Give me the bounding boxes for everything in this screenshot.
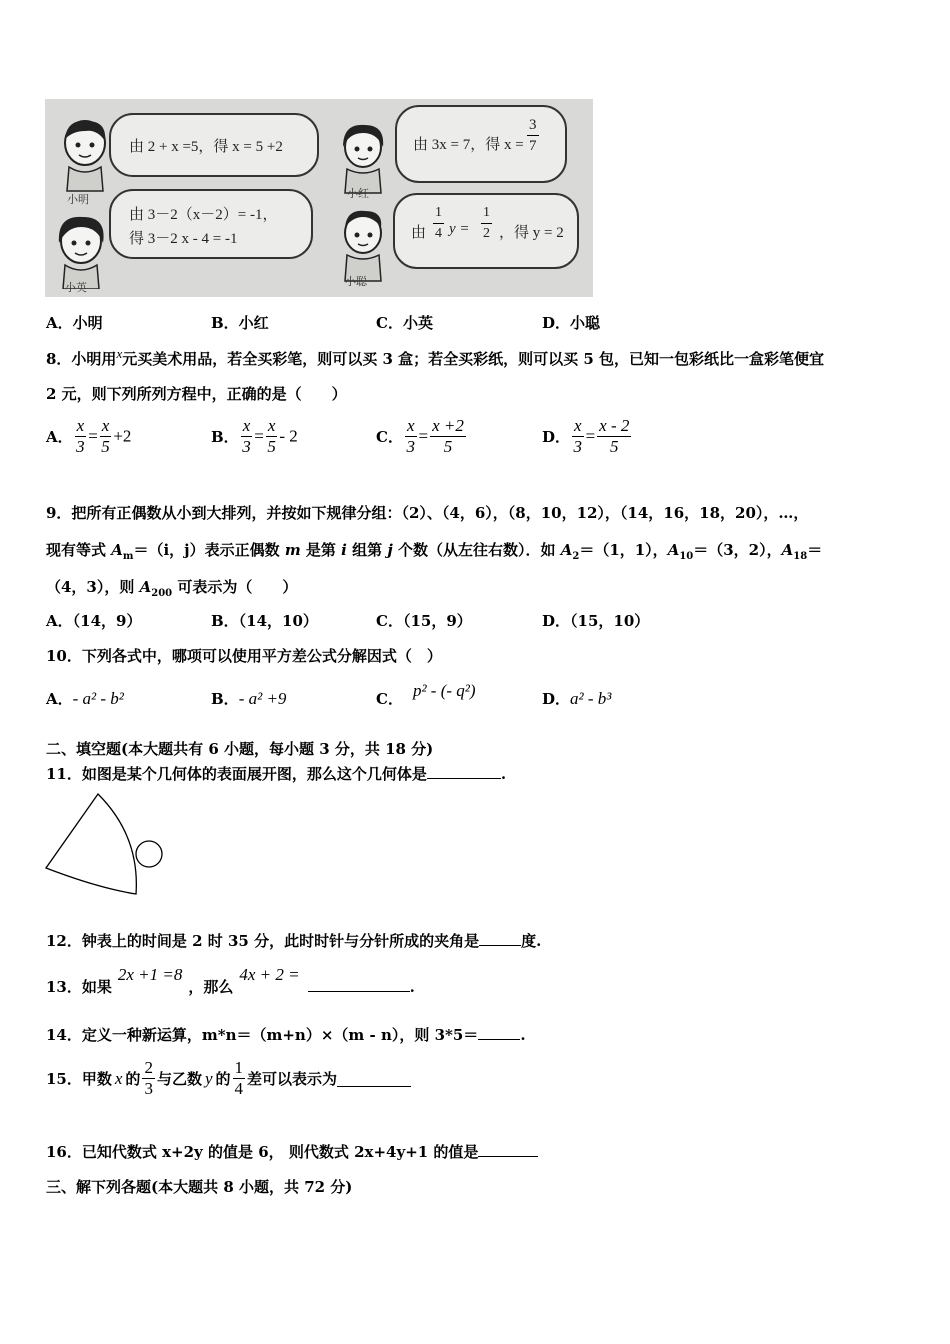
q15-fraction-2: [233, 1058, 246, 1099]
xiaohong-bubble: [395, 105, 567, 183]
q9-l2-s18: 18: [793, 551, 808, 562]
q8-c-left-num: x: [406, 416, 415, 435]
q15-stem: [46, 1058, 411, 1099]
q8-option-c-label: C．: [376, 428, 403, 446]
q9-l3-A: A: [139, 578, 152, 596]
q8-b-eq: =: [254, 426, 264, 446]
section-3-heading: 三、解下列各题(本大题共 8 小题，共 72 分): [46, 1178, 353, 1196]
q9-l2-h: ＝: [807, 541, 823, 559]
q14-answer-blank[interactable]: [478, 1039, 520, 1040]
q8-a-right-den: 5: [101, 437, 110, 456]
q9-l2-d: 组第: [346, 541, 388, 559]
q15-pre: 15．甲数: [46, 1070, 112, 1088]
q8-a-left-den: 3: [76, 437, 85, 456]
q15-n1: 2: [144, 1058, 153, 1077]
q12-post: 度.: [521, 932, 542, 950]
q10-option-d[interactable]: [542, 688, 611, 709]
q9-l2-mvar: m: [284, 541, 301, 559]
xiaocong-fraction-1-denominator: 4: [435, 226, 442, 241]
q8-b-left-den: 3: [242, 437, 251, 456]
q7-option-c[interactable]: C．小英: [376, 314, 433, 332]
xiaohong-figure-icon: [337, 117, 393, 195]
xiaocong-mid: y =: [449, 221, 470, 237]
q9-stem-line3: [46, 576, 297, 599]
q8-d-left-fraction: [572, 416, 584, 457]
q8-option-a-label: A．: [46, 428, 73, 446]
q9-l2-j: j: [387, 541, 393, 559]
q10-option-d-label: D．: [542, 690, 571, 708]
q15-fraction-1: [142, 1058, 155, 1099]
xiaohong-fraction-numerator: 3: [527, 115, 539, 136]
q8-d-eq: =: [585, 426, 596, 446]
xiaoming-figure-icon: [57, 113, 117, 193]
xiaocong-fraction-1: [433, 203, 444, 244]
q9-stem-line1: 9．把所有正偶数从小到大排列，并按如下规律分组：（2）、（4，6），（8，10，12），（14，16，18，20），…，: [46, 504, 809, 522]
xiaoying-figure-icon: [53, 209, 113, 289]
q9-l2-c: 是第: [300, 541, 342, 559]
q9-l2-Am: A: [111, 541, 123, 559]
q10-option-b[interactable]: [211, 688, 286, 709]
q15-answer-blank[interactable]: [337, 1070, 411, 1087]
xiaocong-fraction-1-numerator: 1: [433, 203, 444, 224]
q11-stem: [46, 763, 506, 784]
q9-l3-b: 可表示为（ ）: [172, 578, 298, 596]
xiaohong-fraction: [527, 115, 539, 156]
q8-c-right-num: x +2: [432, 416, 464, 435]
q8-option-d-label: D．: [542, 428, 571, 446]
q8-a-left-num: x: [76, 416, 85, 435]
q13-pre: 13．如果: [46, 978, 112, 996]
q9-l2-g: ＝（3，2），: [693, 541, 782, 559]
q8-option-a[interactable]: [46, 416, 131, 457]
q8-c-left-fraction: [405, 416, 417, 457]
q10-option-c-label: C．: [376, 690, 403, 708]
q8-d-right-den: 5: [610, 437, 619, 456]
q13-mid: ，那么: [188, 978, 234, 996]
q9-l2-i: i: [341, 541, 347, 559]
q9-option-d[interactable]: D．（15，10）: [542, 612, 650, 630]
q8-b-tail: - 2: [279, 426, 298, 446]
q9-l2-a: 现有等式: [46, 541, 112, 559]
q10-option-c[interactable]: [376, 681, 476, 709]
q10-option-b-expr: - a² +9: [238, 689, 287, 708]
xiaocong-fraction-2: [481, 203, 492, 244]
xiaohong-bubble-text: 由 3x = 7，得 x =: [413, 137, 524, 153]
q8-option-c[interactable]: [376, 416, 468, 457]
q15-of1: 的: [125, 1070, 141, 1088]
q9-l2-A10: A: [667, 541, 680, 559]
q8-b-right-den: 5: [267, 437, 276, 456]
xiaoying-bubble: [109, 189, 313, 259]
q13-end: .: [409, 978, 415, 996]
xiaocong-post: ，得 y = 2: [499, 225, 564, 241]
q8-stem-line1: [46, 346, 824, 369]
q12-answer-blank[interactable]: [479, 945, 521, 946]
q8-stem-line2: 2 元，则下列所列方程中，正确的是（ ）: [46, 385, 347, 403]
q11-text: 11．如图是某个几何体的表面展开图，那么这个几何体是: [46, 765, 427, 783]
q8-a-right-num: x: [101, 416, 110, 435]
q8-b-left-fraction: [241, 416, 253, 457]
q8-b-right-fraction: [266, 416, 278, 457]
q15-of2: 的: [215, 1070, 231, 1088]
xiaoming-bubble: [109, 113, 319, 177]
q8-var: x: [116, 346, 123, 361]
q7-option-a[interactable]: A．小明: [46, 314, 103, 332]
q9-l2-A2: A: [560, 541, 573, 559]
q8-c-right-den: 5: [443, 437, 453, 456]
xiaocong-fraction-2-denominator: 2: [483, 226, 490, 241]
q15-y: y: [204, 1068, 213, 1088]
q10-option-a[interactable]: [46, 688, 124, 709]
base-circle: [136, 841, 162, 867]
xiaocong-bubble-text: [411, 221, 426, 242]
xiaoying-bubble-line1: 由 3－2（x－2）= -1，: [129, 207, 278, 223]
q14-text: 14．定义一种新运算，m*n＝（m+n）×（m - n），则 3*5＝: [46, 1026, 479, 1044]
q7-option-d[interactable]: D．小聪: [542, 314, 601, 332]
q8-c-eq: =: [418, 426, 429, 446]
q8-option-d[interactable]: [542, 416, 633, 457]
q15-d2: 4: [234, 1079, 244, 1098]
q10-option-b-label: B．: [211, 690, 239, 708]
q8-d-right-fraction: [597, 416, 631, 457]
q8-option-b[interactable]: [211, 416, 298, 457]
q8-d-right-num: x - 2: [599, 416, 630, 435]
q8-stem-pre: 8．小明用: [46, 350, 117, 368]
q11-answer-blank[interactable]: [427, 778, 501, 779]
q10-stem: 10．下列各式中，哪项可以使用平方差公式分解因式（ ）: [46, 647, 442, 665]
q15-d1: 3: [144, 1079, 153, 1098]
xiaoying-bubble-line2: 得 3－2 x - 4 = -1: [129, 231, 238, 247]
q16-answer-blank[interactable]: [478, 1156, 538, 1157]
q8-c-right-fraction: [430, 416, 466, 457]
xiaohong-label: 小红: [347, 187, 369, 200]
q9-l2-b: ＝（i，j）表示正偶数: [133, 541, 285, 559]
sector-shape: [46, 794, 136, 894]
q8-d-left-den: 3: [573, 437, 583, 456]
q9-option-b[interactable]: B．（14，10）: [211, 612, 318, 630]
q8-b-left-num: x: [242, 416, 251, 435]
q8-d-left-num: x: [574, 416, 582, 435]
q9-option-a[interactable]: A．（14，9）: [46, 612, 142, 630]
q15-n2: 1: [234, 1058, 244, 1077]
xiaoying-label: 小英: [65, 281, 87, 294]
xiaocong-fraction-2-numerator: 1: [481, 203, 492, 224]
q8-stem-post: 元买美术用品，若全买彩笔，则可以买 3 盒；若全买彩纸，则可以买 5 包，已知一包彩纸比一盒彩笔便宜: [122, 350, 824, 368]
q11-end: .: [500, 765, 507, 783]
cone-net-figure: [40, 788, 170, 898]
q10-option-a-expr: - a² - b²: [72, 689, 124, 708]
q8-b-right-num: x: [267, 416, 276, 435]
q8-a-left-fraction: [75, 416, 87, 457]
q8-c-left-den: 3: [406, 437, 415, 456]
q9-l3-a: （4，3），则: [46, 578, 140, 596]
xiaoming-bubble-text: 由 2 + x =5，得 x = 5 +2: [129, 139, 283, 155]
q16-text: 16．已知代数式 x+2y 的值是 6， 则代数式 2x+4y+1 的值是: [46, 1143, 479, 1161]
q9-stem-line2: [46, 539, 822, 562]
q9-l2-m: m: [122, 551, 134, 562]
xiaocong-label: 小聪: [345, 275, 367, 288]
q12-pre: 12．钟表上的时间是 2 时 35 分，此时时针与分针所成的夹角是: [46, 932, 480, 950]
q12-stem: [46, 930, 541, 951]
q15-post: 差可以表示为: [247, 1070, 338, 1088]
q10-option-c-expr: p² - (- q²): [412, 681, 476, 700]
q10-option-a-label: A．: [46, 690, 73, 708]
q9-option-c[interactable]: C．（15，9）: [376, 612, 472, 630]
xiaocong-bubble: [393, 193, 579, 269]
q9-l2-f: ＝（1，1），: [579, 541, 668, 559]
q13-eq1: 2x +1 =8: [117, 965, 183, 984]
q15-mid: 与乙数: [156, 1070, 202, 1088]
q13-answer-blank[interactable]: [308, 991, 410, 992]
q13-eq2: 4x + 2 =: [239, 965, 300, 984]
xiaohong-fraction-denominator: 7: [529, 138, 537, 154]
q14-stem: [46, 1024, 526, 1045]
q10-option-d-expr: a² - b³: [570, 689, 612, 708]
q9-l3-s: 200: [151, 588, 173, 599]
xiaocong-pre: 由: [411, 225, 427, 241]
q8-option-b-label: B．: [211, 428, 239, 446]
q9-l2-A18: A: [781, 541, 794, 559]
q16-stem: [46, 1141, 538, 1162]
q8-a-tail: +2: [113, 426, 132, 446]
q9-l2-e: 个数（从左往右数）．如: [392, 541, 561, 559]
xiaocong-figure-icon: [337, 203, 393, 283]
q14-end: .: [520, 1026, 526, 1044]
q8-a-right-fraction: [100, 416, 112, 457]
q9-l2-s10: 10: [679, 551, 694, 562]
q13-stem: [46, 965, 415, 997]
q7-option-b[interactable]: B．小红: [211, 314, 269, 332]
q9-l2-s2: 2: [572, 551, 580, 562]
section-2-heading: 二、填空题(本大题共有 6 小题，每小题 3 分，共 18 分): [46, 740, 434, 758]
xiaoming-label: 小明: [67, 193, 89, 206]
q7-illustration: [45, 99, 593, 297]
q15-x: x: [114, 1068, 123, 1088]
q8-a-eq: =: [88, 426, 98, 446]
